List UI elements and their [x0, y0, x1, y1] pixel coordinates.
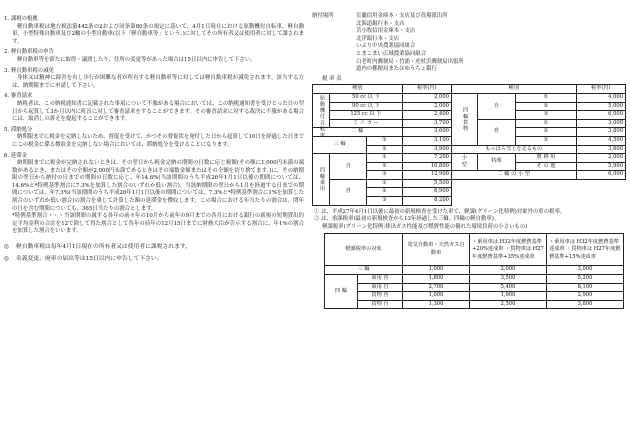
- b-rate: 8,100: [547, 283, 624, 292]
- table-header: ・乗用車は H32年度燃費基準+20%達成車 ・貨物車は H27年度燃費基準+35%達成車: [470, 234, 547, 266]
- notes: [312, 209, 628, 232]
- three-wheel-label: 三 輪: [313, 136, 367, 153]
- special-label: そ の 他: [516, 162, 576, 171]
- section-note: *特例基準割合・・・当該期間の属する各年の前々年の10月から前年の9月までの各月における銀行の新規の短期貸出約定平均金利の合計を12で除して得た割合として各年の前年の12月15日までに財務大臣が告示する割合に、年1%の割合を加算した割合をいいます。: [12, 213, 304, 235]
- mark-2: ②: [367, 145, 402, 154]
- table-header: 税率(円): [402, 85, 451, 94]
- three-wheel-label: 三 輪: [325, 266, 403, 275]
- b-rate: 3,000: [547, 266, 624, 275]
- cargo-self-mark: ②: [516, 102, 576, 111]
- row-label: 貨物 営: [358, 292, 403, 301]
- special-label: 農 耕 用: [516, 154, 576, 163]
- table-header: 税率(円): [576, 85, 625, 94]
- row-label: 貨物 自: [358, 300, 403, 309]
- cargo-biz-rate: 3,800: [576, 128, 625, 137]
- note-item: ① は、平成27年4月1日以後に最初の新規検査を受けた車で、軽課(グリーン化特例)対象外の車の税率。: [314, 208, 566, 215]
- four-biz-rate: 6,900: [402, 188, 451, 197]
- b-rate: 5,200: [547, 275, 624, 284]
- section-body: 納期限までに税金を完納しないため、督促を受けて、かつその督促状を発付した日から起算して10日を経過した日までにこの税金に係る徴収金を完納しない場合においては、滞納処分を受けることになります。: [12, 134, 304, 148]
- special-prefix: [451, 154, 477, 171]
- two-wheel-label: 二 輪: [313, 128, 403, 137]
- section-body: 納税者は、この納税通知書に記載された事項について不服がある場合においては、この納税通知書を受けとった日の翌日から起算して3か月以内に町長に対して審査請求をすることができます。その審査請求に対する裁決に不服がある場合には、取消しの訴えを提起することができます。: [12, 100, 304, 123]
- section-title: 5. 滞納処分: [4, 126, 33, 133]
- three-wheel-rate: 3,100: [402, 136, 451, 145]
- table-header: 軽課税率の対象: [325, 234, 403, 266]
- cargo-biz-mark: ②: [516, 128, 576, 137]
- elec-rate: 1,300: [403, 300, 470, 309]
- blank-cell: [451, 179, 625, 205]
- section-1: [4, 16, 304, 46]
- snow-rate: 3,600: [576, 145, 625, 154]
- cargo-self-rate: 4,000: [576, 93, 625, 102]
- elec-rate: 1,000: [403, 266, 470, 275]
- special-rate: 2,000: [576, 154, 625, 163]
- four-biz-label: 営: [330, 179, 367, 205]
- moped-rate: 3,700: [402, 119, 451, 128]
- table-header: 電気自動車・天然ガス自動車: [403, 234, 470, 266]
- cargo-self-mark: ①: [516, 93, 576, 102]
- bullet-item: [4, 244, 304, 252]
- special-mid: [477, 154, 516, 171]
- row-label: 乗用 営: [358, 275, 403, 284]
- special-char: 特: [491, 158, 497, 165]
- cargo-biz-mark: ①: [516, 119, 576, 128]
- b-rate: 2,900: [547, 292, 624, 301]
- office-item: とまこまい広域農業協同組合: [356, 50, 427, 57]
- moped-rate: 2,400: [402, 111, 451, 120]
- moped-label: 50 cc 以 下: [330, 93, 402, 102]
- office-item: いぶり中央農業協同組合: [356, 43, 416, 50]
- section-title: 1. 課税の根拠: [4, 16, 38, 22]
- section-title: 6. 延滞金: [4, 152, 28, 159]
- section-title: 4. 審査請求: [4, 93, 33, 100]
- office-item: 苫小牧信用金庫本・支店: [356, 28, 416, 35]
- elec-rate: 1,800: [403, 275, 470, 284]
- moped-label: ミ ニ カ ー: [330, 119, 402, 128]
- right-column: [312, 13, 628, 309]
- four-wheel-label: 四 輪: [325, 275, 358, 309]
- four-self-label: 自: [330, 154, 367, 180]
- cargo-self-rate: 6,000: [576, 111, 625, 120]
- special-char: 殊: [496, 158, 502, 165]
- a-rate: 5,400: [470, 283, 547, 292]
- cargo-self-mark: ③: [516, 111, 576, 120]
- section-5: [4, 127, 304, 150]
- bullet-text: 軽自動車税は毎年4月1日現在の所有者又は使用者に課税されます。: [16, 244, 192, 251]
- a-rate: 1,900: [470, 292, 547, 301]
- section-title: 2. 軽自動車税の申告: [4, 49, 54, 56]
- moped-rate: 2,000: [402, 93, 451, 102]
- cargo-biz-rate: 4,500: [576, 136, 625, 145]
- note-item: 軽課税率(グリーン化特例:排出ガス性能及び燃費性能の優れた環境負荷の小さいもの): [322, 223, 528, 230]
- bullet-mark: ◎: [4, 244, 10, 251]
- four-self-mark: ②: [367, 162, 402, 171]
- bullet-mark: ◎: [4, 255, 10, 262]
- moped-rate: 2,000: [402, 102, 451, 111]
- moped-label: 125 cc 以 下: [330, 111, 402, 120]
- elec-rate: 1,000: [403, 292, 470, 301]
- four-self-mark: ①: [367, 154, 402, 163]
- section-body: 軽自動車税は地方税法第442条の2および同条第80条の規定に基いて、4月1日現在における原動機付自転車、軽自動車、小型特殊自動車及び2輪の小型自動車(以下「軽自動車等」という。)に対してその所有者又は使用者に対して課されます。: [12, 23, 304, 45]
- office-item: 道内の郵便局またはゆうちょ銀行: [356, 66, 437, 73]
- cargo-biz-mark: ③: [516, 136, 576, 145]
- note-item: ② は、重課税率(最初の新規検査から13年経過した三輪、四輪の軽自動車)。: [314, 216, 500, 223]
- office-item: 北海道銀行本・支店: [356, 20, 405, 27]
- four-biz-mark: ②: [367, 188, 402, 197]
- special-char: 小: [461, 154, 467, 161]
- four-wheel-label: 四輪乗用: [313, 154, 330, 206]
- table-header: 種別: [313, 85, 403, 94]
- section-title: 3. 軽自動車税の減免: [4, 67, 54, 74]
- a-rate: 3,500: [470, 275, 547, 284]
- row-label: 乗用 自: [358, 283, 403, 292]
- section-2: [4, 49, 304, 64]
- office-item: 室蘭信用金庫本・支店及び役場派出所: [356, 13, 448, 19]
- four-self-mark: ③: [367, 171, 402, 180]
- three-wheel-rate: 3,900: [402, 145, 451, 154]
- section-body: 納期限までに税金が完納されないときは、その翌日から税金完納の期間の日数に応じ税額(その額に1,000円未満の端数があるとき、またはその全額が2,000円未満であるときはその端数金額またはその全額を切り捨てます。)に、その納期限の翌日から納付の日までの期間の日数に応じ、年14.6%(当該期間のうち平成26年1月1日以後の期間については、14.6%と*特例基準割合に7.3%を加算した割合のいずれか低い割合)、当該納期限の翌日から1月を経過する日までの期間については、年7.3%(当該期間のうち平成26年1月1日以後の期間については、7.3%と*特例基準割合に1%を加算した割合のいずれか低い割合)の割合を乗じて計算した額の延滞金を徴収します。この場合における年当たりの割合は、閏年の日を含む期間についても、365日当たりの割合とします。: [12, 160, 305, 212]
- cargo-biz-label: 営: [477, 119, 516, 145]
- elec-rate: 2,700: [403, 283, 470, 292]
- two-wheel-rate: 3,600: [402, 128, 451, 137]
- special-rate: 5,900: [576, 162, 625, 171]
- four-biz-rate: 8,200: [402, 197, 451, 206]
- tax-rate-table: [312, 84, 626, 205]
- payment-offices-label: 納付場所: [312, 13, 334, 19]
- office-item: 北洋銀行本・支店: [356, 35, 400, 42]
- section-body: 身体又は精神に障害を有し歩行が困難な者が所有する軽自動車等に対しては軽自動車税が減免されます。該当する方は、納期限までに申請して下さい。: [12, 75, 304, 89]
- snow-label: もっぱら雪上を走るもの: [451, 145, 576, 154]
- four-self-rate: 12,900: [402, 171, 451, 180]
- table-header: ・乗用車は H32年度燃費基準達成車 ・貨物車は H27年度燃費基準+15%達成車: [547, 234, 624, 266]
- cargo-group-label: 四輪貨物: [451, 93, 477, 145]
- four-self-rate: 10,800: [402, 162, 451, 171]
- payment-offices: [312, 13, 628, 74]
- section-6: [4, 153, 304, 237]
- bullet-text: 名義変更、廃車の届出等は15日以内に申告して下さい。: [16, 255, 163, 262]
- section-body: 軽自動車等を新たに取得・譲渡したり、住所の変更等があった場合は15日以内に申告して下さい。: [17, 56, 256, 63]
- left-column: [4, 13, 304, 263]
- cargo-self-rate: 5,000: [576, 102, 625, 111]
- bullet-item: [4, 256, 304, 264]
- section-3: [4, 68, 304, 91]
- special-char: 型: [461, 162, 467, 169]
- payment-offices-list: [356, 13, 628, 74]
- small-two-rate: 6,000: [576, 171, 625, 180]
- small-two-label: 二 輪 の 小 型: [451, 171, 576, 180]
- section-4: [4, 93, 304, 123]
- b-rate: 3,800: [547, 300, 624, 309]
- a-rate: 2,500: [470, 300, 547, 309]
- office-item: 白老町内郵便局・竹浦・虎杖浜郵便局出張所: [356, 58, 464, 65]
- moped-group-label: 原動機付自転車: [313, 93, 330, 127]
- cargo-biz-rate: 3,000: [576, 119, 625, 128]
- reduction-table: [324, 233, 624, 309]
- cargo-self-label: 自: [477, 93, 516, 119]
- four-biz-mark: ①: [367, 179, 402, 188]
- a-rate: 2,000: [470, 266, 547, 275]
- moped-label: 90 cc 以 下: [330, 102, 402, 111]
- table-header: 種別: [451, 85, 576, 94]
- tax-table-title: 税 率 表: [322, 75, 342, 82]
- four-biz-mark: ③: [367, 197, 402, 206]
- four-self-rate: 7,200: [402, 154, 451, 163]
- four-biz-rate: 5,500: [402, 179, 451, 188]
- mark-1: ①: [367, 136, 402, 145]
